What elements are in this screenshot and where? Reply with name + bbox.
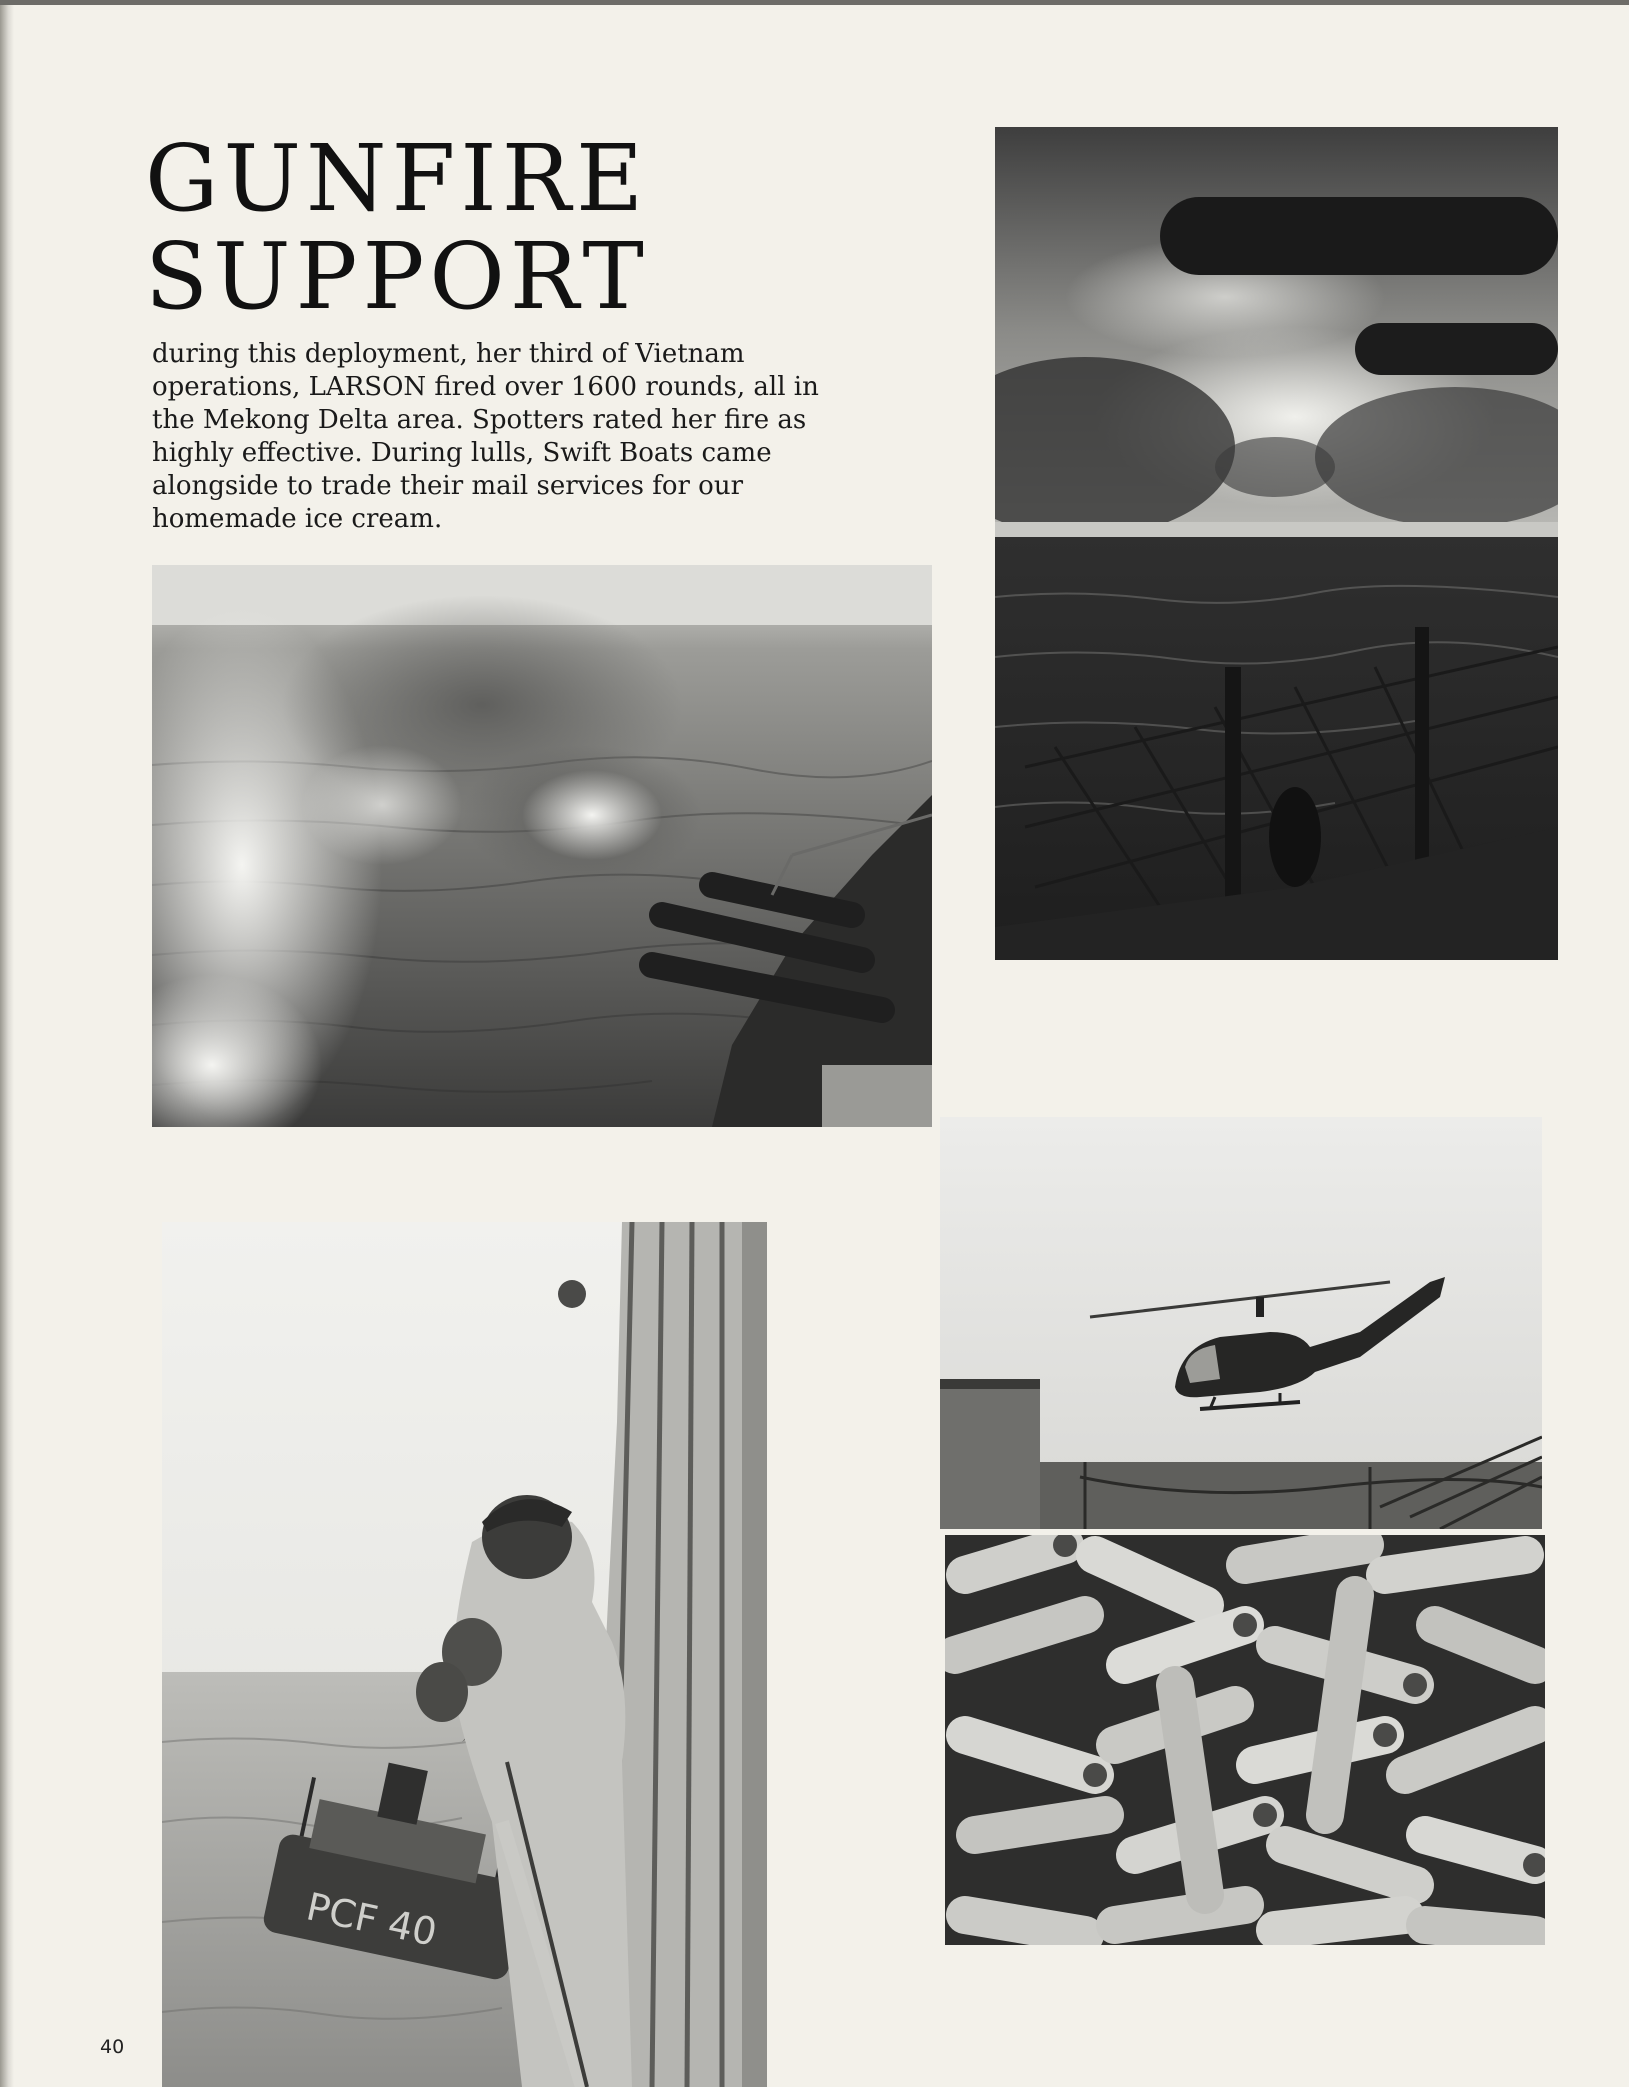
page-title — [145, 125, 649, 330]
title-line-1: GUNFIRE — [145, 125, 649, 232]
photo-gun-barrels-dusk — [995, 127, 1558, 960]
page-number: 40 — [100, 2036, 125, 2058]
page-top-edge — [0, 0, 1629, 5]
intro-paragraph: during this deployment, her third of Vietnam operations, LARSON fired over 1600 rounds, all in the Mekong Delta area. Spotters rated her fire as highly effective. During lulls, Swift Boats came alongside to trade their mail services for our homemade ice cream. — [152, 339, 819, 534]
title-line-2: SUPPORT — [145, 223, 649, 330]
photo-swift-boat-alongside — [162, 1222, 767, 2087]
photo-helicopter — [940, 1117, 1542, 1529]
photo-shell-casings — [945, 1535, 1545, 1945]
boat-hull-number: PCF 40 — [302, 1884, 441, 1955]
photo-guns-firing — [152, 565, 932, 1127]
page-spine-shadow — [0, 0, 14, 2087]
